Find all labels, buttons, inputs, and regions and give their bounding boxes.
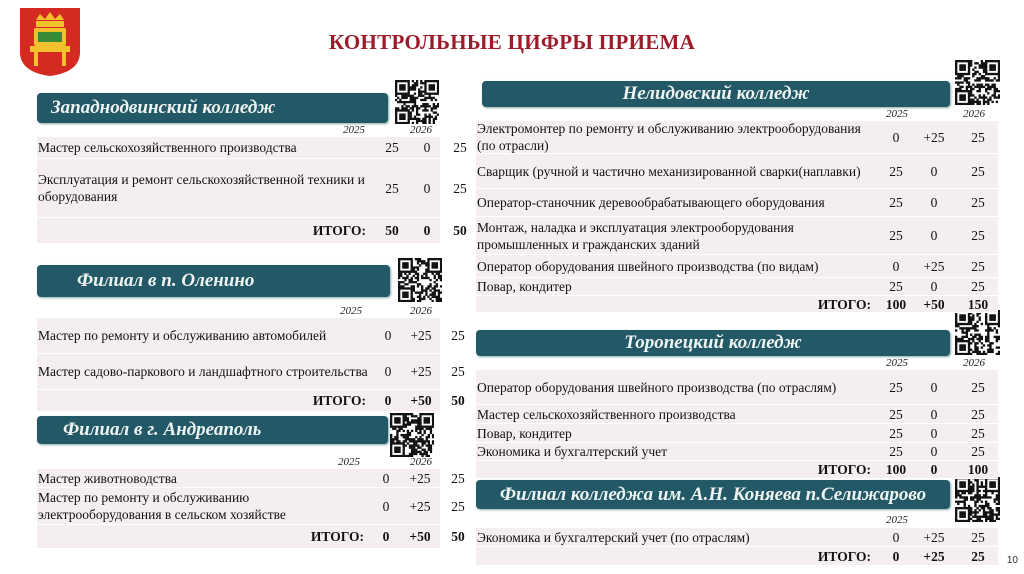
value-change: 0 [930, 444, 938, 459]
value-2026: 25 [971, 279, 985, 294]
value-2025: 0 [892, 129, 900, 145]
value-2025: 25 [385, 140, 399, 155]
data-table [476, 121, 998, 312]
program-name: Мастер садово-паркового и ландшафтного строительства [38, 364, 368, 379]
value-change: 0 [930, 425, 938, 441]
year-label-2025: 2025 [340, 305, 362, 317]
year-label-2026: 2026 [410, 305, 432, 317]
data-table [37, 137, 467, 243]
qr-code-icon [955, 310, 1000, 360]
total-row [476, 547, 998, 566]
value-2026: 25 [453, 140, 467, 155]
data-table [37, 318, 465, 411]
value-2025: 0 [892, 258, 900, 274]
value-change: 0 [930, 163, 938, 179]
data-table [476, 370, 998, 478]
value-2025: 0 [384, 393, 392, 408]
value-2025: 25 [889, 163, 903, 179]
total-label: ИТОГО: [310, 529, 364, 544]
program-name: Оператор оборудования швейного производства (по видам) [477, 258, 819, 274]
value-2025: 0 [892, 529, 900, 545]
value-change: +25 [923, 129, 945, 145]
value-change: 0 [930, 379, 938, 395]
value-2025: 25 [889, 425, 903, 441]
table-row [476, 121, 998, 154]
value-2025: 0 [382, 529, 390, 544]
qr-code-icon [390, 413, 434, 462]
year-label-2026: 2026 [963, 357, 985, 369]
value-2025: 25 [889, 279, 903, 294]
value-change: +50 [923, 296, 945, 312]
value-change: +25 [923, 529, 945, 545]
total-row [37, 218, 467, 244]
total-row [476, 461, 998, 479]
value-2026: 50 [451, 529, 465, 544]
total-label: ИТОГО: [817, 462, 871, 477]
program-name: Сварщик (ручной и частично механизированной сварки(наплавки) [477, 163, 861, 179]
value-change: +25 [923, 548, 945, 564]
value-2025: 50 [385, 223, 399, 238]
table-row [476, 217, 998, 255]
value-2025: 100 [885, 296, 907, 312]
program-name: Мастер по ремонту и обслуживанию электрооборудования в сельском хозяйстве [38, 490, 286, 522]
value-2026: 25 [971, 548, 985, 564]
value-2025: 0 [382, 470, 390, 486]
program-name: Экономика и бухгалтерский учет [477, 444, 668, 459]
value-2026: 25 [451, 498, 465, 514]
section-header: Филиал колледжа им. А.Н. Коняева п.Селижарово [476, 480, 950, 509]
table-row [476, 278, 998, 296]
total-row [37, 525, 465, 549]
value-change: +25 [410, 364, 432, 379]
value-2025: 25 [889, 444, 903, 459]
value-change: 0 [930, 279, 938, 294]
program-name: Электромонтер по ремонту и обслуживанию электрооборудования (по отрасли) [477, 121, 861, 153]
table-row [37, 354, 465, 390]
value-2026: 25 [971, 406, 985, 422]
value-2025: 25 [889, 406, 903, 422]
year-label-2025: 2025 [886, 514, 908, 526]
value-2025: 100 [885, 462, 907, 477]
table-row [476, 370, 998, 405]
value-change: 0 [423, 180, 431, 196]
table-row [476, 405, 998, 424]
program-name: Монтаж, наладка и эксплуатация электрооборудования промышленных и гражданских зданий [477, 219, 794, 252]
table-row [476, 424, 998, 443]
total-row [476, 296, 998, 313]
value-change: +50 [410, 393, 432, 408]
year-label-2025: 2025 [338, 456, 360, 468]
page-number: 10 [1006, 555, 1018, 566]
value-2026: 25 [971, 444, 985, 459]
value-change: +25 [923, 258, 945, 274]
section-header: Нелидовский колледж [482, 81, 950, 107]
qr-code-icon [955, 60, 1000, 110]
total-label: ИТОГО: [312, 223, 366, 238]
value-2026: 50 [453, 223, 467, 238]
total-label: ИТОГО: [817, 548, 871, 564]
value-2025: 0 [382, 498, 390, 514]
value-change: 0 [423, 223, 431, 238]
table-row [476, 189, 998, 217]
year-label-2025: 2025 [343, 124, 365, 136]
value-change: +25 [409, 498, 431, 514]
value-2026: 150 [967, 296, 989, 312]
data-table [476, 528, 998, 565]
program-name: Мастер сельскохозяйственного производства [38, 140, 297, 155]
value-2026: 25 [451, 470, 465, 486]
value-2026: 25 [451, 364, 465, 379]
value-2025: 0 [384, 364, 392, 379]
value-2026: 25 [451, 328, 465, 343]
value-2025: 25 [889, 228, 903, 243]
table-row [37, 318, 465, 354]
qr-code-icon [395, 80, 439, 129]
value-change: 0 [930, 228, 938, 243]
program-name: Оператор-станочник деревообрабатывающего оборудования [477, 195, 825, 210]
program-name: Повар, кондитер [477, 425, 572, 441]
year-label-2025: 2025 [886, 108, 908, 120]
section-header: Торопецкий колледж [476, 330, 950, 356]
value-2026: 25 [971, 425, 985, 441]
value-change: 0 [930, 195, 938, 210]
page-title: КОНТРОЛЬНЫЕ ЦИФРЫ ПРИЕМА [328, 30, 696, 54]
total-row [37, 390, 465, 412]
year-label-2026: 2026 [410, 456, 432, 468]
table-row [476, 154, 998, 189]
value-2026: 25 [971, 529, 985, 545]
table-row [37, 488, 465, 525]
program-name: Повар, кондитер [477, 279, 572, 294]
program-name: Оператор оборудования швейного производства (по отраслям) [477, 379, 837, 395]
total-label: ИТОГО: [817, 296, 871, 312]
section-header: Филиал в г. Андреаполь [37, 416, 388, 444]
program-name: Мастер сельскохозяйственного производства [477, 406, 736, 422]
value-change: +25 [409, 470, 431, 486]
value-change: 0 [423, 140, 431, 155]
table-row [37, 159, 467, 218]
program-name: Экономика и бухгалтерский учет (по отраслям) [477, 529, 750, 545]
value-2026: 25 [971, 195, 985, 210]
program-name: Эксплуатация и ремонт сельскохозяйственной техники и оборудования [38, 172, 365, 204]
year-label-2025: 2025 [886, 357, 908, 369]
value-2025: 25 [889, 379, 903, 395]
section-header: Филиал в п. Оленино [37, 265, 390, 297]
value-2026: 25 [971, 129, 985, 145]
value-change: +50 [409, 529, 431, 544]
value-2026: 25 [971, 379, 985, 395]
value-2025: 0 [384, 328, 392, 343]
data-table [37, 469, 465, 548]
value-2025: 25 [385, 180, 399, 196]
year-label-2026: 2026 [410, 124, 432, 136]
qr-code-icon [398, 258, 442, 307]
value-2026: 50 [451, 393, 465, 408]
total-label: ИТОГО: [312, 393, 366, 408]
value-change: 0 [930, 462, 938, 477]
value-2026: 25 [971, 228, 985, 243]
value-change: +25 [410, 328, 432, 343]
table-row [476, 255, 998, 278]
table-row [476, 528, 998, 547]
value-2025: 0 [892, 548, 900, 564]
table-row [37, 469, 465, 488]
year-label-2026: 2026 [963, 108, 985, 120]
value-2026: 25 [971, 163, 985, 179]
value-2026: 100 [967, 462, 989, 477]
value-2026: 25 [971, 258, 985, 274]
program-name: Мастер по ремонту и обслуживанию автомобилей [38, 328, 327, 343]
section-header: Западнодвинский колледж [37, 93, 388, 123]
program-name: Мастер животноводства [38, 470, 177, 486]
value-2026: 25 [453, 180, 467, 196]
table-row [37, 137, 467, 159]
value-2025: 25 [889, 195, 903, 210]
table-row [476, 443, 998, 461]
qr-code-icon [955, 477, 1000, 527]
value-change: 0 [930, 406, 938, 422]
